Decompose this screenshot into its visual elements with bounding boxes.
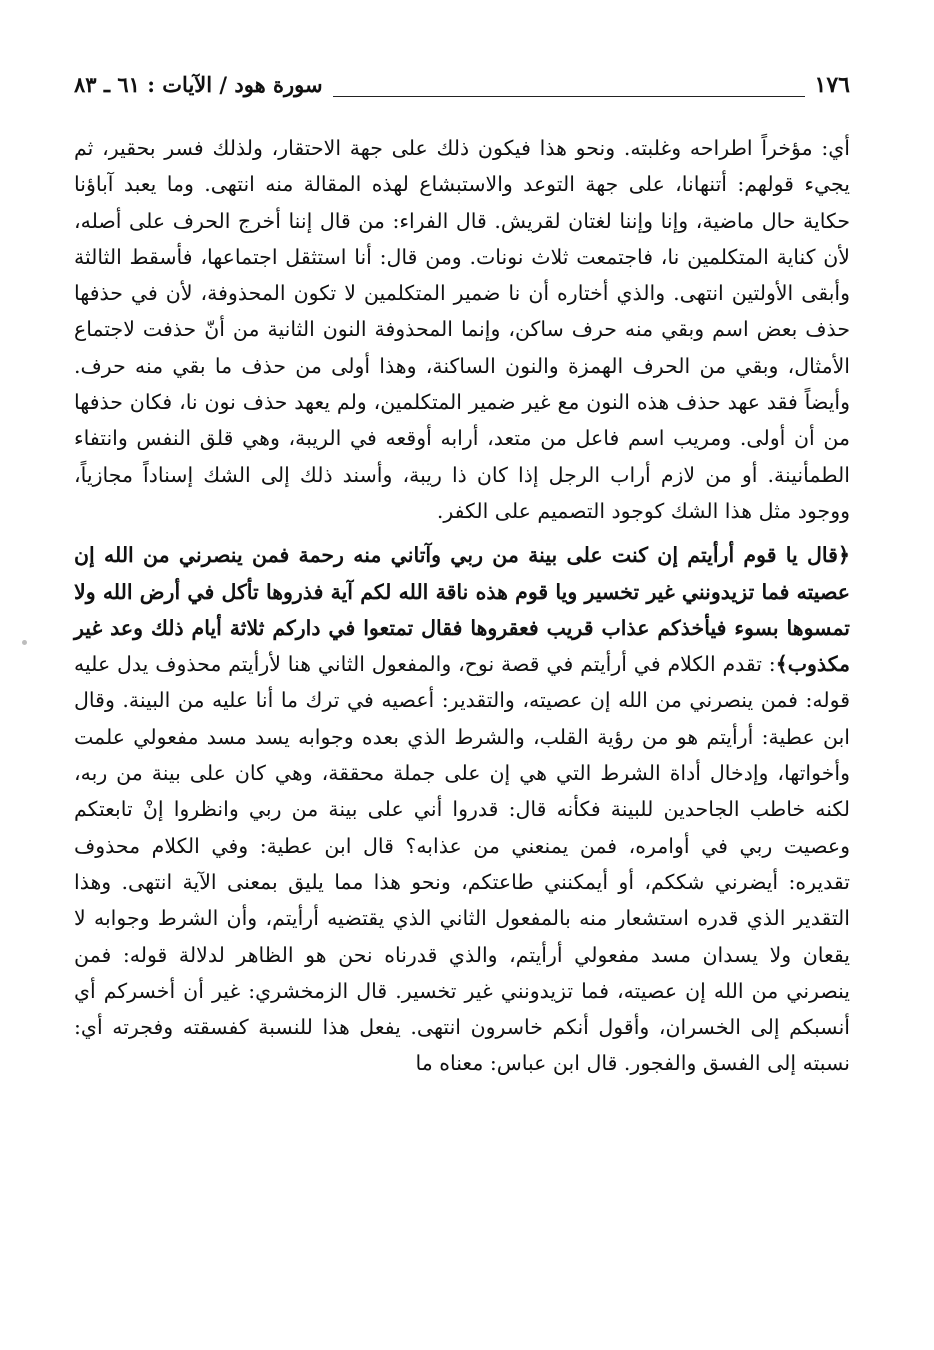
page-header (74, 70, 850, 106)
running-title: سورة هود / الآيات : ٦١ ـ ٨٣ (74, 70, 333, 100)
page-body (74, 130, 850, 1082)
page-number: ١٧٦ (805, 70, 850, 100)
paragraph-2-text: : تقدم الكلام في أرأيتم في قصة نوح، والمفعول الثاني هنا لأرأيتم محذوف يدل عليه قوله: فمن ينصرني من الله إن عصيته، والتقدير: أعصيه في ترك ما أنا عليه من البينة. وقال ابن عطية: أرأيتم هو من رؤية القلب، والشرط الذي بعده وجوابه يسد مسد مفعولي علمت وأخواتها، وإدخال أداة الشرط التي هي إن على جملة محققة، وهي كان على بينة من ربه، لكنه خاطب الجاحدين للبينة فكأنه قال: قدروا أني على بينة من ربي وانظروا إنْ تابعتكم وعصيت ربي في أوامره، فمن يمنعني من عذابه؟ قال ابن عطية: وفي الكلام محذوف تقديره: أيضرني شككم، أو أيمكنني طاعتكم، ونحو هذا مما يليق بمعنى الآية انتهى. وهذا التقدير الذي قدره استشعار منه بالمفعول الثاني الذي يقتضيه أرأيتم، وأن الشرط وجوابه لا يقعان ولا يسدان مسد مفعولي أرأيتم، والذي قدرناه نحن هو الظاهر لدلالة قوله: فمن ينصرني من الله إن عصيته، فما تزيدونني غير تخسير. قال الزمخشري: غير أن أخسركم أي أنسبكم إلى الخسران، وأقول أنكم خاسرون انتهى. يفعل هذا للنسبة كفسقته وفجرته أي: نسبته إلى الفسق والفجور. قال ابن عباس: معناه ما (74, 652, 850, 1076)
quran-verse: ﴿قال يا قوم أرأيتم إن كنت على بينة من ربي وآتاني منه رحمة فمن ينصرني من الله إن عصيته فما تزيدونني غير تخسير ويا قوم هذه ناقة الله لكم آية فذروها تأكل في أرض الله ولا تمسوها بسوء فيأخذكم عذاب قريب فعقروها فقال تمتعوا في داركم ثلاثة أيام ذلك وعد غير مكذوب﴾ (74, 543, 850, 677)
commentary-paragraph-2 (74, 537, 850, 1081)
paragraph-1-text: أي: مؤخراً اطراحه وغلبته. ونحو هذا فيكون ذلك على جهة الاحتقار، ولذلك فسر بحقير، ثم يجيء قولهم: أتنهانا، على جهة التوعد والاستبشاع لهذه المقالة منه انتهى. وما يعبد آباؤنا حكاية حال ماضية، وإنا وإننا لغتان لقريش. قال الفراء: من قال إننا أخرج الحرف على أصله، لأن كناية المتكلمين نا، فاجتمعت ثلاث نونات. ومن قال: أنا استثقل اجتماعها، فأسقط الثالثة وأبقى الأولتين انتهى. والذي أختاره أن نا ضمير المتكلمين لا تكون المحذوفة، لأن في حذفها حذف بعض اسم وبقي منه حرف ساكن، وإنما المحذوفة النون الثانية من أنّ حذفت لاجتماع الأمثال، وبقي من الحرف الهمزة والنون الساكنة، وهذا أولى من حذف ما بقي منه حرف. وأيضاً فقد عهد حذف هذه النون مع غير ضمير المتكلمين، ولم يعهد حذف نون نا، فكان حذفها من أن أولى. ومريب اسم فاعل من متعد، أرابه أوقعه في الريبة، وهي قلق النفس وانتفاء الطمأنينة. أو من لازم أراب الرجل إذا كان ذا ريبة، وأسند ذلك إلى الشك إسناداً مجازياً، ووجود مثل هذا الشك كوجود التصميم على الكفر. (74, 136, 850, 523)
commentary-paragraph-1 (74, 130, 850, 529)
margin-speck (22, 640, 27, 645)
